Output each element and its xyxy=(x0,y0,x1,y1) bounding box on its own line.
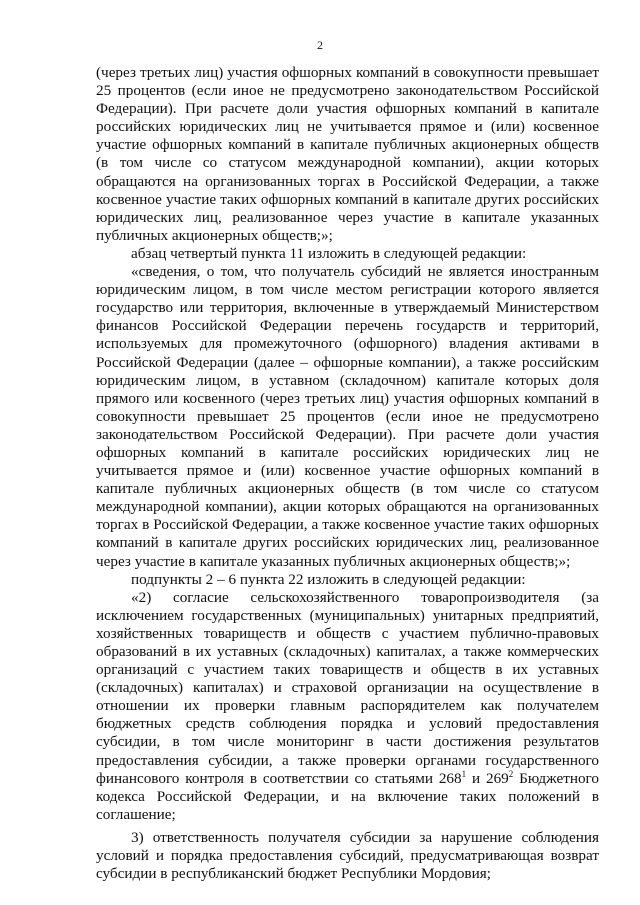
paragraph-amend-clause-22: подпункты 2 – 6 пункта 22 изложить в следующей редакции: xyxy=(131,570,526,588)
document-body xyxy=(96,64,599,883)
paragraph-subclause-3: 3) ответственность получателя субсидии за нарушение соблюдения условий и порядка предоставления субсидий, предусматривающая возврат субсидии в республиканский бюджет Республики Мордовия; xyxy=(96,828,599,883)
paragraph-offshore-info: «сведения, о том, что получатель субсидий не является иностранным юридическим лицом, в том числе местом регистрации которого является государство или территория, включенные в утверждаемый Министерством финансов Российской Федерации перечень государств и территорий, используемых для промежуточного (офшорного) владения активами в Российской Федерации (далее – офшорные компании), а также российским юридическим лицом, в уставном (складочном) капитале которых доля прямого или косвенного (через третьих лиц) участия офшорных компаний в совокупности превышает 25 процентов (если иное не предусмотрено законодательством Российской Федерации). При расчете доли участия офшорных компаний в капитале российских юридических лиц не учитывается прямое и (или) косвенное участие офшорных компаний в капитале публичных акционерных обществ (в том числе со статусом международной компании), акции которых обращаются на организованных торгах в Российской Федерации, а также косвенное участие таких офшорных компаний в капитале других российских юридических лиц, реализованное через участие в капитале указанных публичных акционерных обществ;»; xyxy=(96,263,599,570)
article-269: 269 xyxy=(485,769,509,787)
article-268-superscript: 1 xyxy=(461,768,467,779)
paragraph-subclause-2 xyxy=(96,589,599,824)
conjunction-and: и xyxy=(466,769,486,787)
paragraph-amend-clause-11: абзац четвертый пункта 11 изложить в следующей редакции: xyxy=(131,244,527,262)
subclause-2-ending: Бюджетного кодекса Российской Федерации, и на включение таких положений в соглашение; xyxy=(96,769,599,823)
paragraph-continuation: (через третьих лиц) участия офшорных компаний в совокупности превышает 25 процентов (если иное не предусмотрено законодательством Российской Федерации). При расчете доли участия офшорных компаний в капитале российских юридических лиц не учитывается прямое и (или) косвенное участие офшорных компаний в капитале публичных акционерных обществ (в том числе со статусом международной компании), акции которых обращаются на организованных торгах в Российской Федерации, а также косвенное участие таких офшорных компаний в капитале других российских юридических лиц, реализованное через участие в капитале указанных публичных акционерных обществ;»; xyxy=(96,64,599,244)
subclause-2-text: «2) согласие сельскохозяйственного товаропроизводителя (за исключением государственных (муниципальных) унитарных предприятий, хозяйственных товариществ и обществ с участием публично-правовых образований в их уставных (складочных) капиталах, а также коммерческих организаций с участием таких товариществ и обществ в их уставных (складочных) капиталах) и страховой организации на осуществление в отношении их проверки главным распорядителем как получателем бюджетных средств соблюдения порядка и условий предоставления субсидии, в том числе мониторинг в части достижения результатов предоставления субсидии, а также проверки органами государственного финансового контроля в соответствии со статьями xyxy=(96,588,599,787)
page-number: 2 xyxy=(317,38,323,52)
article-269-superscript: 2 xyxy=(508,768,514,779)
article-268: 268 xyxy=(438,769,462,787)
